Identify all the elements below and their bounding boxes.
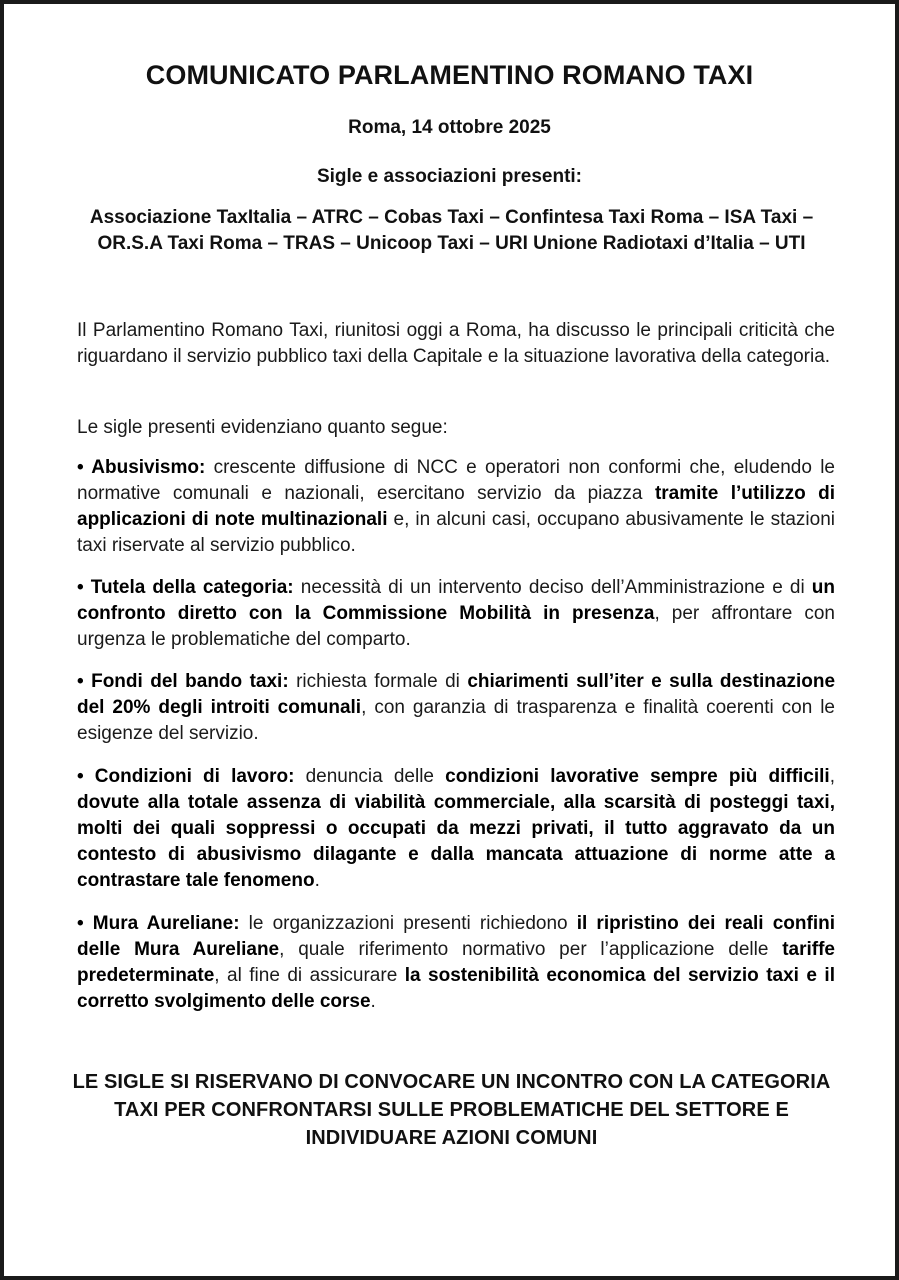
bullet-text: richiesta formale di — [288, 671, 468, 692]
lead-paragraph: Le sigle presenti evidenziano quanto segue: — [77, 417, 448, 438]
bullet-text: crescente diffusione di NCC e operatori non conformi che, eludendo le normative comunali e nazionali, esercitano servizio da piazza — [77, 457, 835, 504]
bullet-text: , con garanzia di trasparenza e finalità coerenti con le esigenze del servizio. — [77, 697, 835, 744]
bullet-text: necessità di un intervento deciso dell’Amministrazione e di — [293, 577, 812, 598]
document-date: Roma, 14 ottobre 2025 — [348, 117, 551, 138]
bullet-emphasis: un confronto diretto con la Commissione Mobilità in presenza — [77, 577, 835, 624]
bullet-emphasis: chiarimenti sull’iter e sulla destinazione del 20% degli introiti comunali — [77, 671, 836, 718]
bullet-text: le organizzazioni presenti richiedono — [239, 913, 577, 934]
closing-statement: LE SIGLE SI RISERVANO DI CONVOCARE UN INCONTRO CON LA CATEGORIA TAXI PER CONFRONTARSI SULLE PROBLEMATICHE DEL SETTORE E INDIVIDUARE AZIONI COMUNI — [72, 1071, 831, 1149]
bullet-label: • Abusivismo: — [77, 457, 206, 478]
bullet-label: • Condizioni di lavoro: — [77, 766, 295, 787]
bullet-emphasis: tramite l’utilizzo di applicazioni di note multinazionali — [77, 483, 836, 530]
bullet-emphasis: il ripristino dei reali confini delle Mura Aureliane — [77, 913, 835, 960]
bullet-label: • Fondi del bando taxi: — [77, 671, 289, 692]
bullet-text: , — [829, 766, 835, 787]
bullet-tutela-categoria — [77, 575, 835, 653]
sigle-heading: Sigle e associazioni presenti: — [316, 166, 583, 187]
bullet-label: • Mura Aureliane: — [77, 913, 240, 934]
bullet-text: , quale riferimento normativo per l’applicazione delle — [279, 939, 783, 960]
bullet-text: e, in alcuni casi, occupano abusivamente le stazioni taxi riservate al servizio pubblico. — [77, 509, 835, 556]
bullet-text: , per affrontare con urgenza le problematiche del comparto. — [77, 603, 835, 650]
bullet-text: , al fine di assicurare — [214, 965, 405, 986]
bullet-abusivismo — [77, 455, 835, 559]
document-page — [4, 4, 895, 1276]
bullet-label: • Tutela della categoria: — [77, 577, 294, 598]
bullet-emphasis: condizioni lavorative sempre più difficili — [445, 766, 830, 787]
bullet-text: . — [314, 870, 320, 891]
associations-list: Associazione TaxItalia – ATRC – Cobas Taxi – Confintesa Taxi Roma – ISA Taxi – OR.S.A Taxi Roma – TRAS – Unicoop Taxi – URI Unione Radiotaxi d’Italia – UTI — [89, 207, 814, 254]
intro-paragraph: Il Parlamentino Romano Taxi, riunitosi oggi a Roma, ha discusso le principali criticità che riguardano il servizio pubblico taxi della Capitale e la situazione lavorativa della categoria. — [77, 320, 835, 367]
bullet-fondi-bando — [77, 669, 835, 747]
bullet-condizioni-lavoro — [77, 764, 835, 894]
bullet-text: . — [370, 991, 376, 1012]
bullet-emphasis: la sostenibilità economica del servizio taxi e il corretto svolgimento delle corse — [77, 965, 835, 1012]
bullet-text: denuncia delle — [294, 766, 446, 787]
document-title: COMUNICATO PARLAMENTINO ROMANO TAXI — [145, 60, 754, 90]
bullet-emphasis: dovute alla totale assenza di viabilità commerciale, alla scarsità di posteggi taxi, molti dei quali soppressi o occupati da mezzi privati, il tutto aggravato da un contesto di abusivismo dilagante e dalla mancata attuazione di norme atte a contrastare tale fenomeno — [77, 792, 835, 891]
bullet-mura-aureliane — [77, 911, 835, 1015]
bullet-emphasis: tariffe predeterminate — [77, 939, 835, 986]
